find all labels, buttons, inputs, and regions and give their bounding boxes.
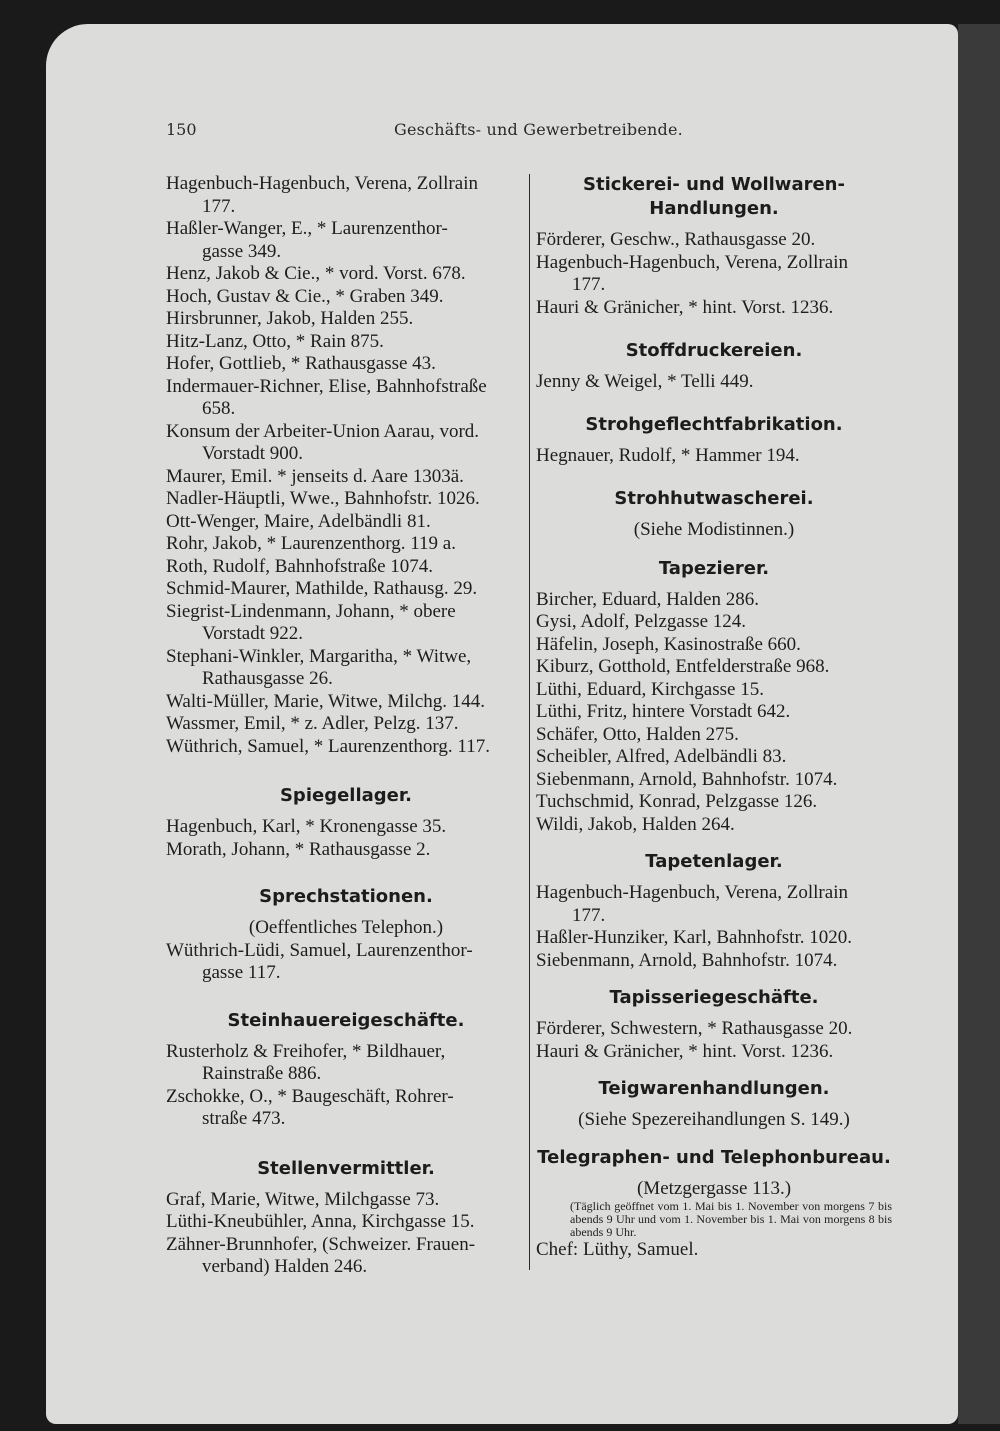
- directory-entry: [166, 286, 526, 309]
- entry-line: Förderer, Schwestern, * Rathausgasse 20.: [536, 1018, 853, 1039]
- entry-continuation: gasse 117.: [202, 962, 281, 983]
- entry-line: Lüthi, Eduard, Kirchgasse 15.: [536, 678, 764, 700]
- entry-line: Stephani-Winkler, Margaritha, * Witwe,: [166, 645, 472, 667]
- entry-line: Graf, Marie, Witwe, Milchgasse 73.: [166, 1188, 440, 1210]
- entry-continuation: 177.: [572, 904, 606, 926]
- section-title: Stoffdruckereien.: [625, 340, 803, 361]
- directory-entry: [166, 556, 526, 579]
- directory-entry: [166, 1211, 526, 1234]
- section-body: [536, 882, 892, 972]
- section-body: [536, 519, 892, 542]
- directory-entry: [166, 940, 526, 985]
- entry-continuation: Rathausgasse 26.: [202, 668, 333, 689]
- section: [166, 1009, 526, 1131]
- directory-entry: [166, 173, 526, 218]
- entry-line: Indermauer-Richner, Elise, Bahnhofstraße: [166, 375, 487, 397]
- column-divider: [529, 174, 530, 1270]
- entry-line: Scheibler, Alfred, Adelbändli 83.: [536, 746, 787, 767]
- directory-entry: [536, 1018, 892, 1041]
- section-subtitle: (Siehe Modistinnen.): [633, 519, 795, 540]
- entry-line: Förderer, Geschw., Rathausgasse 20.: [536, 229, 816, 250]
- section: [536, 173, 892, 319]
- entry-line: Haßler-Hunziker, Karl, Bahnhofstr. 1020.: [536, 927, 852, 948]
- entry-line: Hauri & Gränicher, * hint. Vorst. 1236.: [536, 1040, 834, 1062]
- entry-line: Roth, Rudolf, Bahnhofstraße 1074.: [166, 555, 434, 577]
- directory-entry: [536, 814, 892, 837]
- directory-entry: [166, 646, 526, 691]
- entry-line: Walti-Müller, Marie, Witwe, Milchg. 144.: [166, 690, 486, 712]
- entry-line: Siebenmann, Arnold, Bahnhofstr. 1074.: [536, 949, 838, 971]
- directory-entry: [166, 816, 526, 839]
- section-body: [536, 1109, 892, 1132]
- entry-continuation: 177.: [572, 274, 606, 295]
- entry-line: Hagenbuch-Hagenbuch, Verena, Zollrain: [166, 173, 478, 194]
- entry-line: Zähner-Brunnhofer, (Schweizer. Frauen-: [166, 1233, 476, 1255]
- right-column: [536, 173, 892, 1262]
- note-text: (Täglich geöffnet vom 1. Mai bis 1. November von morgens 7 bis abends 9 Uhr und vom 1. November bis 1. Mai von morgens 8 bis abends 9 Uhr.: [570, 1199, 892, 1239]
- section-body: [536, 1178, 892, 1262]
- directory-entry: [166, 488, 526, 511]
- entry-line: Schmid-Maurer, Mathilde, Rathausg. 29.: [166, 578, 478, 599]
- entry-line: Tuchschmid, Konrad, Pelzgasse 126.: [536, 791, 818, 812]
- entry-line: Chef: Lüthy, Samuel.: [536, 1239, 699, 1260]
- section: [166, 885, 526, 985]
- entry-line: Hauri & Gränicher, * hint. Vorst. 1236.: [536, 296, 834, 318]
- section: [536, 986, 892, 1063]
- directory-entry: [536, 445, 892, 468]
- directory-entry: [536, 589, 892, 612]
- entry-line: Ott-Wenger, Maire, Adelbändli 81.: [166, 510, 431, 532]
- section-title: Strohhutwascherei.: [614, 488, 814, 509]
- entry-line: Siegrist-Lindenmann, Johann, * obere: [166, 600, 456, 622]
- entry-continuation: 177.: [202, 195, 236, 217]
- entry-line: Maurer, Emil. * jenseits d. Aare 1303ä.: [166, 465, 464, 487]
- entry-line: Hitz-Lanz, Otto, * Rain 875.: [166, 330, 384, 352]
- entry-continuation: straße 473.: [202, 1108, 286, 1129]
- directory-entry: [536, 252, 892, 297]
- section-body: [536, 229, 892, 319]
- entry-line: Schäfer, Otto, Halden 275.: [536, 723, 739, 745]
- section-subtitle: (Metzgergasse 113.): [636, 1177, 792, 1199]
- directory-entry: [536, 791, 892, 814]
- entry-line: Lüthi-Kneubühler, Anna, Kirchgasse 15.: [166, 1211, 475, 1232]
- directory-entry: [166, 511, 526, 534]
- section: [536, 487, 892, 542]
- section-body: [166, 1189, 526, 1279]
- entry-line: Konsum der Arbeiter-Union Aarau, vord.: [166, 420, 480, 442]
- directory-entry: [536, 371, 892, 394]
- directory-entry: [166, 1086, 526, 1131]
- directory-entry: [166, 839, 526, 862]
- section-body: [166, 1041, 526, 1131]
- section-body: [166, 917, 526, 985]
- entry-line: Gysi, Adolf, Pelzgasse 124.: [536, 611, 747, 632]
- section: [536, 1146, 892, 1262]
- directory-entry: [166, 736, 526, 759]
- entry-line: Häfelin, Joseph, Kasinostraße 660.: [536, 633, 801, 655]
- entry-line: Hagenbuch-Hagenbuch, Verena, Zollrain: [536, 882, 848, 903]
- entry-line: Wassmer, Emil, * z. Adler, Pelzg. 137.: [166, 713, 459, 734]
- entry-line: Hegnauer, Rudolf, * Hammer 194.: [536, 444, 800, 466]
- section: [536, 850, 892, 972]
- directory-entry: [536, 724, 892, 747]
- entry-line: Zschokke, O., * Baugeschäft, Rohrer-: [166, 1085, 454, 1107]
- section: [536, 339, 892, 394]
- section-title: Teigwarenhandlungen.: [598, 1078, 830, 1099]
- directory-entry: [536, 656, 892, 679]
- running-head: Geschäfts- und Gewerbetreibende.: [394, 120, 683, 139]
- entry-continuation: gasse 349.: [202, 240, 282, 262]
- entry-line: Siebenmann, Arnold, Bahnhofstr. 1074.: [536, 768, 838, 790]
- section-title: Tapisseriegeschäfte.: [609, 987, 819, 1008]
- directory-entry: [166, 533, 526, 556]
- entry-line: Rohr, Jakob, * Laurenzenthorg. 119 a.: [166, 533, 456, 554]
- section: [166, 784, 526, 861]
- entry-line: Wildi, Jakob, Halden 264.: [536, 813, 735, 835]
- entry-line: Wüthrich-Lüdi, Samuel, Laurenzenthor-: [166, 939, 473, 961]
- entry-line: Hagenbuch, Karl, * Kronengasse 35.: [166, 816, 447, 837]
- entry-line: Bircher, Eduard, Halden 286.: [536, 588, 759, 610]
- directory-entry: [536, 679, 892, 702]
- directory-entry: [166, 353, 526, 376]
- section: [166, 1157, 526, 1279]
- directory-entry: [166, 578, 526, 601]
- entry-line: Haßler-Wanger, E., * Laurenzenthor-: [166, 218, 448, 239]
- directory-entry: [536, 634, 892, 657]
- directory-entry: [166, 601, 526, 646]
- directory-entry: [166, 331, 526, 354]
- directory-entry: [166, 1189, 526, 1212]
- page-number: 150: [166, 120, 197, 139]
- entry-line: Jenny & Weigel, * Telli 449.: [536, 371, 754, 392]
- left-column: [166, 173, 526, 1279]
- section-body: [536, 589, 892, 837]
- directory-entry: [166, 466, 526, 489]
- directory-entry: [166, 1234, 526, 1279]
- directory-entry: [536, 297, 892, 320]
- section-title: Strohgeflechtfabrikation.: [585, 413, 843, 435]
- directory-entry: [166, 263, 526, 286]
- directory-entry: [166, 218, 526, 263]
- entry-line: Nadler-Häuptli, Wwe., Bahnhofstr. 1026.: [166, 488, 480, 509]
- directory-entry: [536, 701, 892, 724]
- section-title: Sprechstationen.: [259, 886, 433, 907]
- entry-line: Hoch, Gustav & Cie., * Graben 349.: [166, 285, 444, 307]
- entry-line: Kiburz, Gotthold, Entfelderstraße 968.: [536, 656, 830, 677]
- page-header: [166, 120, 698, 146]
- section-note: [536, 1200, 892, 1239]
- section: [536, 1077, 892, 1132]
- directory-entry: [536, 746, 892, 769]
- directory-entry: [166, 421, 526, 466]
- entry-continuation: Vorstadt 922.: [202, 623, 303, 644]
- section-body: [536, 445, 892, 468]
- directory-entry: [536, 1239, 892, 1262]
- directory-entry: [536, 882, 892, 927]
- entry-line: Morath, Johann, * Rathausgasse 2.: [166, 838, 431, 860]
- directory-entry: [166, 308, 526, 331]
- section-subtitle: (Oeffentliches Telephon.): [248, 917, 444, 938]
- section-title: Tapetenlager.: [645, 851, 783, 872]
- section-title: Stickerei- und Wollwaren-: [583, 174, 845, 195]
- entry-continuation: Vorstadt 900.: [202, 443, 303, 464]
- section-body: [166, 816, 526, 861]
- directory-entry: [166, 713, 526, 736]
- directory-entry: [536, 611, 892, 634]
- section-title: Stellenvermittler.: [257, 1157, 435, 1179]
- entry-line: Hofer, Gottlieb, * Rathausgasse 43.: [166, 353, 436, 374]
- page-edge-shadow: [958, 24, 1000, 1424]
- entry-continuation: 658.: [202, 398, 236, 419]
- directory-entry: [536, 229, 892, 252]
- section-body: [536, 371, 892, 394]
- entry-line: Henz, Jakob & Cie., * vord. Vorst. 678.: [166, 263, 466, 284]
- section-title-cont: Handlungen.: [649, 198, 779, 219]
- section: [536, 413, 892, 468]
- section-title: Telegraphen- und Telephonbureau.: [537, 1146, 891, 1168]
- entry-continuation: Rainstraße 886.: [202, 1063, 322, 1084]
- entry-line: Hagenbuch-Hagenbuch, Verena, Zollrain: [536, 251, 848, 273]
- section-title: Spiegellager.: [279, 785, 413, 806]
- directory-entry: [536, 950, 892, 973]
- section-title: Tapezierer.: [658, 557, 770, 579]
- entry-line: Rusterholz & Freihofer, * Bildhauer,: [166, 1040, 446, 1062]
- section-title: Steinhauereigeschäfte.: [227, 1009, 465, 1031]
- directory-entry: [166, 1041, 526, 1086]
- directory-entry: [166, 691, 526, 714]
- directory-entry: [166, 376, 526, 421]
- entry-line: Lüthi, Fritz, hintere Vorstadt 642.: [536, 701, 791, 722]
- section: [536, 557, 892, 837]
- directory-entry: [536, 927, 892, 950]
- directory-entry: [536, 769, 892, 792]
- entry-line: Wüthrich, Samuel, * Laurenzenthorg. 117.: [166, 735, 490, 757]
- section-body: [536, 1018, 892, 1063]
- entry-line: Hirsbrunner, Jakob, Halden 255.: [166, 308, 414, 329]
- directory-entry: [536, 1041, 892, 1064]
- section-subtitle: (Siehe Spezereihandlungen S. 149.): [578, 1109, 850, 1130]
- entry-continuation: verband) Halden 246.: [202, 1256, 368, 1277]
